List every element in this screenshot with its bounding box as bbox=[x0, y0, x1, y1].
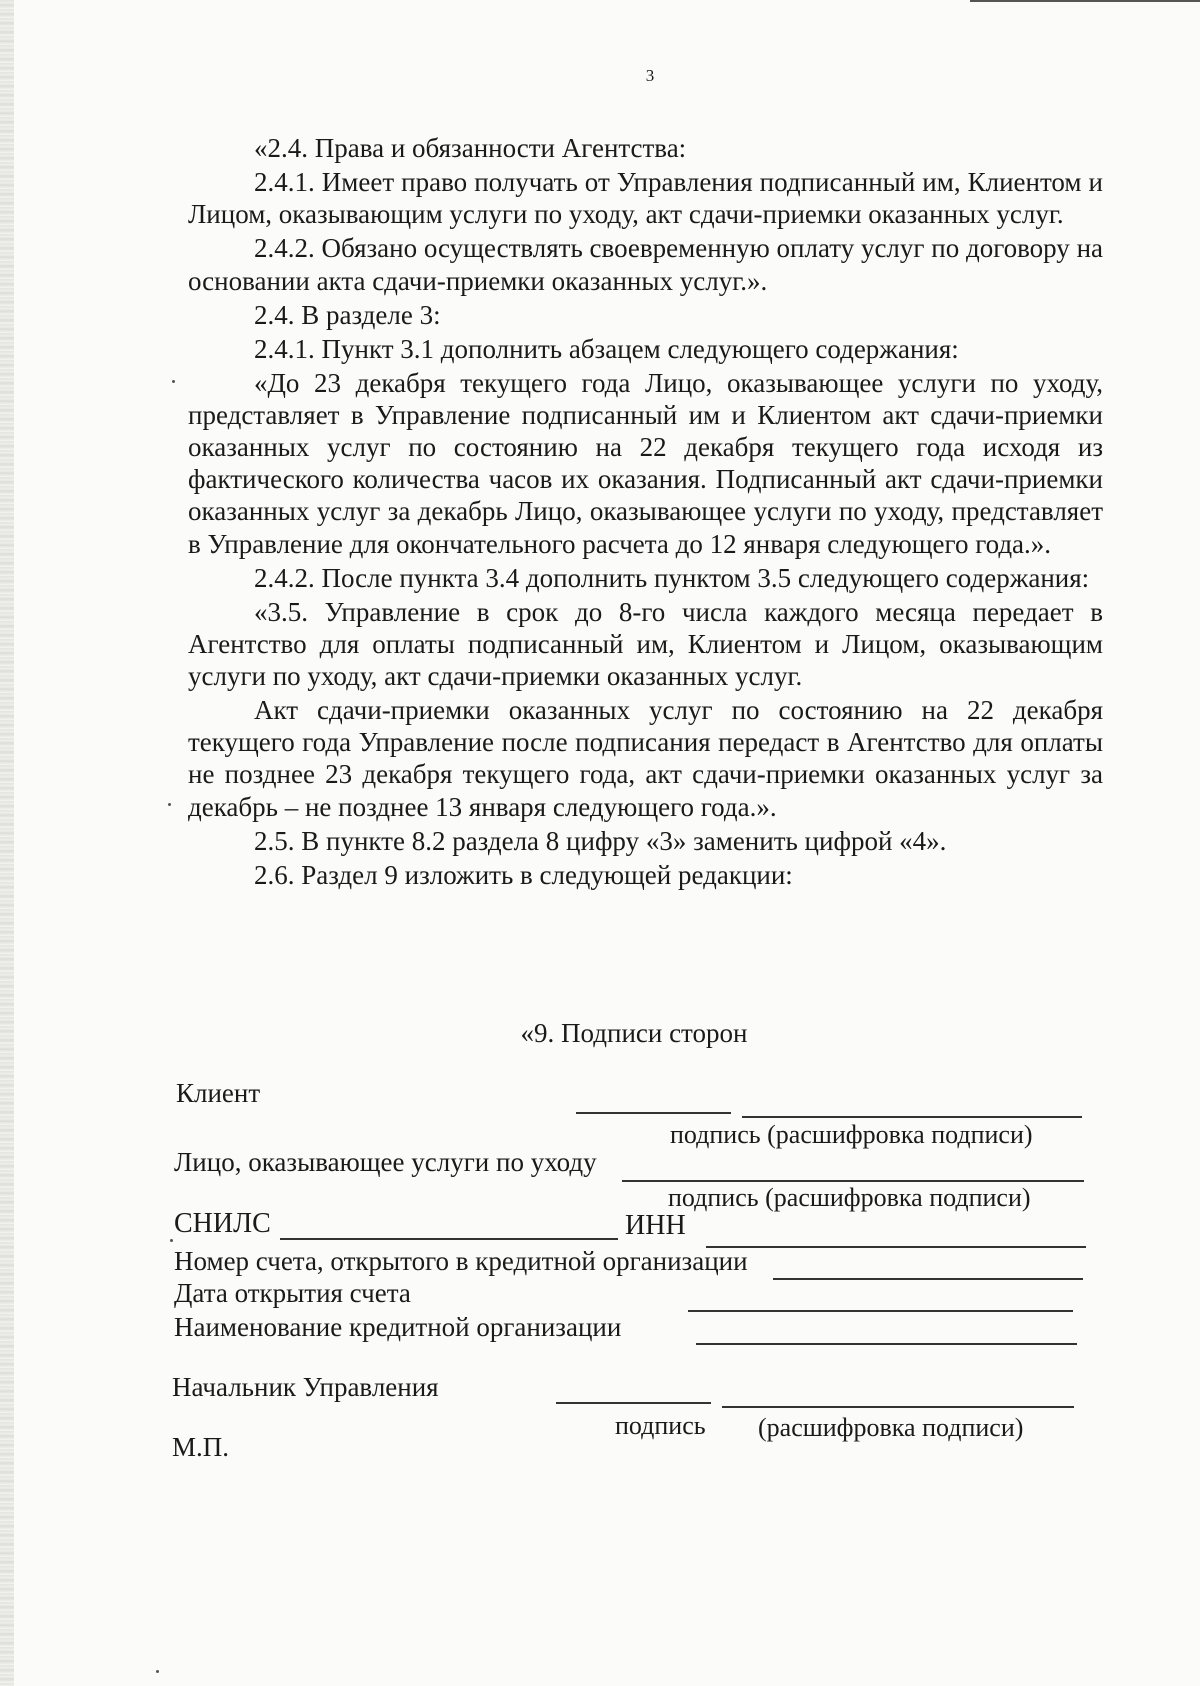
head-signature-line[interactable] bbox=[556, 1402, 711, 1404]
caregiver-signature-line[interactable] bbox=[622, 1180, 1084, 1182]
top-rule bbox=[970, 0, 1200, 2]
client-label: Клиент bbox=[176, 1078, 261, 1108]
snils-label: СНИЛС bbox=[174, 1208, 271, 1239]
inn-label: ИНН bbox=[625, 1210, 686, 1241]
bank-name-line[interactable] bbox=[696, 1343, 1077, 1345]
signatures-heading: «9. Подписи сторон bbox=[520, 1018, 748, 1048]
document-body bbox=[188, 132, 1103, 893]
snils-line[interactable] bbox=[280, 1238, 618, 1240]
account-line[interactable] bbox=[773, 1278, 1083, 1280]
head-caption-decode: (расшифровка подписи) bbox=[758, 1413, 1024, 1442]
paragraph: 2.4.2. После пункта 3.4 дополнить пунктом 3.5 следующего содержания: bbox=[254, 562, 1090, 593]
paragraph: 2.4.1. Имеет право получать от Управления подписанный им, Клиентом и Лицом, оказывающим услуги по уходу, акт сдачи-приемки оказанных услуг. bbox=[188, 167, 1103, 230]
head-decode-line[interactable] bbox=[722, 1406, 1074, 1408]
caregiver-label: Лицо, оказывающее услуги по уходу bbox=[174, 1147, 597, 1177]
paragraph: 2.4.2. Обязано осуществлять своевременную оплату услуг по договору на основании акта сдачи-приемки оказанных услуг.». bbox=[188, 233, 1103, 296]
scan-edge bbox=[0, 0, 14, 1686]
scan-speck bbox=[172, 380, 175, 383]
account-date-label: Дата открытия счета bbox=[174, 1278, 411, 1308]
scan-speck bbox=[170, 1239, 173, 1242]
client-caption: подпись (расшифровка подписи) bbox=[670, 1120, 1033, 1149]
head-caption-sign: подпись bbox=[615, 1411, 706, 1440]
scan-speck bbox=[168, 803, 171, 806]
client-signature-line[interactable] bbox=[576, 1112, 731, 1114]
scan-speck bbox=[156, 1670, 159, 1673]
account-date-line[interactable] bbox=[688, 1310, 1073, 1312]
paragraph: 2.6. Раздел 9 изложить в следующей редакции: bbox=[254, 859, 793, 890]
stamp-label: М.П. bbox=[172, 1432, 230, 1462]
client-decode-line[interactable] bbox=[742, 1116, 1082, 1118]
caregiver-caption: подпись (расшифровка подписи) bbox=[668, 1183, 1031, 1212]
paragraph: 2.4.1. Пункт 3.1 дополнить абзацем следующего содержания: bbox=[254, 333, 959, 364]
paragraph: «2.4. Права и обязанности Агентства: bbox=[254, 133, 687, 163]
paragraph: 2.4. В разделе 3: bbox=[254, 299, 441, 330]
paragraph: Акт сдачи-приемки оказанных услуг по состоянию на 22 декабря текущего года Управление после подписания передаст в Агентство для оплаты не позднее 23 декабря текущего года, акт сдачи-приемки оказанных услуг за декабрь – не позднее 13 января следующего года.». bbox=[188, 695, 1103, 822]
bank-name-label: Наименование кредитной организации bbox=[174, 1312, 622, 1342]
account-label: Номер счета, открытого в кредитной организации bbox=[174, 1246, 748, 1276]
paragraph: «До 23 декабря текущего года Лицо, оказывающее услуги по уходу, представляет в Управление подписанный им и Клиентом акт сдачи-приемки оказанных услуг по состоянию на 22 декабря текущего года исходя из фактического количества часов их оказания. Подписанный акт сдачи-приемки оказанных услуг за декабрь Лицо, оказывающее услуги по уходу, представляет в Управление для окончательного расчета до 12 января следующего года.». bbox=[188, 367, 1103, 559]
inn-line[interactable] bbox=[706, 1246, 1086, 1248]
page-number: 3 bbox=[645, 66, 655, 85]
head-label: Начальник Управления bbox=[172, 1372, 439, 1402]
paragraph: «3.5. Управление в срок до 8-го числа каждого месяца передает в Агентство для оплаты подписанный им, Клиентом и Лицом, оказывающим услуги по уходу, акт сдачи-приемки оказанных услуг. bbox=[188, 596, 1103, 691]
paragraph: 2.5. В пункте 8.2 раздела 8 цифру «3» заменить цифрой «4». bbox=[254, 825, 947, 856]
